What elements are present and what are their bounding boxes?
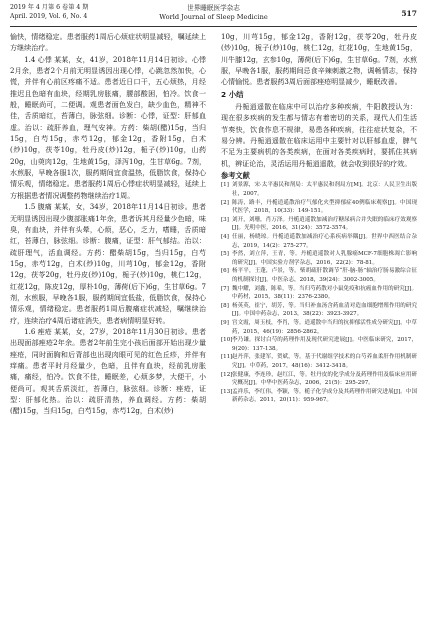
issue-info-en: April. 2019, Vol. 6, No. 4: [10, 12, 88, 20]
case-palpitation: 1.4 心悸 某某，女，41岁，2018年11月14日初诊。心悸2月余，患者2个月前无明显诱因出现心悸，心跳忽然加快，心慌，并伴有心前区疼痛不适。患者近日口干，五心烦热，月经推迟且色暗有血块，经期乳房胀痛，腰部酸困，怕冷。饮食一般，睡眠尚可，二便调。观患者面色发白，缺少血色，精神不佳，舌质暗红，苔薄白，脉弦细。诊断：心悸，证型：肝郁血虚。治以：疏肝养血，理气安神。方药：柴胡(醋)15g，当归15g，白芍15g，赤芍12g，郁金12g，香附15g，白术(炒)10g，茯苓10g，牡丹皮(炒)12g，栀子(炒)10g，山药20g，山萸肉12g，生地黄15g，泽泻10g，生甘草6g。7剂，水煎服，早晚各服1次，服药期间宜食温热，低脂饮食，保持心情乐观，情绪稳定。患者服药1周后心悸症状明显减轻，延续上方根据患者情况调整药物继续治疗1周。: [10, 54, 206, 200]
case-acne: 1.6 痤疮 某某，女，27岁，2018年11月30日初诊。患者出现面部痤疮2年余。患者2年前生完小孩后面部开始出现少量痤疮，同时面胸和后背部也出现肉眼可见的红色丘疹，并伴有痒痛。患者平时月经量少，色暗，且伴有血块，经前乳房胀痛，痛经，怕冷。饮食不佳，睡眠差，心烦多梦，大便干，小便尚可。观其舌质淡红，苔薄白，脉弦细。诊断：痤疮，证型：肝郁化热。治以：疏肝清热，养血调经。方药：柴胡(醋)15g，当归15g，白芍15g，赤芍12g，白术(炒): [10, 326, 206, 416]
right-column: [221, 31, 417, 405]
reference-text: 张健康，李连珍，赵红江，等。牡丹皮的化学成分及药理作用及临床应用研究概况[J]。中华中医药杂志，2006，21(5)：295-297。: [232, 371, 417, 387]
reference-number: [12]: [221, 371, 233, 378]
reference-text: 李然，刘立萍，王青，等。丹栀逍遥散对人乳腺癌MCF-7细胞株凋亡影响的研究[J]。中国实验方剂学杂志，2016，22(2)：78-81。: [232, 251, 417, 266]
reference-number: [7]: [221, 285, 229, 292]
summary-heading: 2 小结: [221, 89, 244, 99]
reference-item: [221, 371, 417, 388]
journal-title: [130, 4, 297, 21]
page-number: 517: [401, 9, 417, 18]
reference-number: [8]: [221, 302, 229, 309]
summary-paragraph: 丹栀逍遥散在临床中可以治疗多种疾病，牛阳教授认为：现在很多疾病的发生都与情志有着密切的关系，现代人们生活节奏快，饮食作息不规律，易患各种疾病，往往症状复杂，不易分辨。丹栀逍遥散在临床运用中主要针对以肝郁血虚，脾气不足为主要病机的各类疾病，在面对各类疾病时，要抓住其病机，辨证论治，灵活运用丹栀逍遥散，就会收到很好的疗效。: [221, 102, 417, 168]
reference-number: [11]: [221, 354, 233, 361]
reference-number: [2]: [221, 199, 229, 206]
reference-number: [9]: [221, 319, 229, 326]
journal-title-cn: 世界睡眠医学杂志: [187, 4, 240, 12]
reference-number: [1]: [221, 182, 229, 189]
case-acne-continuation: 10g，川芎15g，郁金12g，香附12g，茯苓20g，牡丹皮(炒)10g，栀子(炒)10g，桃仁12g，红花10g，生地黄15g，川牛膝12g，玄参10g，薄荷(后下)6g，生甘草6g。7剂，水煎服，早晚各1服，服药期间忌食辛辣刺激之物，调畅情志，保持心情愉悦。患者服药3周后面部痤疮明显减少，睡眠改善。: [221, 32, 417, 87]
reference-text: 宫文霞，周玉枝，李肖，等。逍遥散中当归的抗抑郁活性成分研究[J]。中草药，2015，46(19)：2856-2862。: [232, 319, 417, 335]
reference-item: [221, 388, 417, 405]
case-abdominal-pain: 1.5 腹痛 某某，女，34岁，2018年11月14日初诊。患者无明显诱因出现少腹部胀痛1年余，患者诉其月经量少色暗，味臭，有血块，并伴有头晕，心烦，恶心，乏力，嗜睡，舌质暗红，苔薄白，脉弦细。诊断：腹痛，证型：肝气郁结。治以：疏肝理气，活血调经。方药：醋柴胡15g，当归15g，白芍15g，赤芍12g，白术(炒)10g，川芎10g，郁金12g，香附12g，茯苓20g，牡丹皮(炒)10g，栀子(炒)10g，桃仁12g，红花12g，陈皮12g，厚朴10g，薄荷(后下)6g，生甘草6g。7剂，水煎服，早晚各1服，服药期间宜低盐，低脂饮食，保持心情乐观，情绪稳定。患者服药1周后腹痛症状减轻，嘱继续治疗，连续治疗4周后诸症消失，患者病情明显好转。: [10, 202, 206, 325]
reference-item: [221, 199, 417, 216]
reference-number: [10]: [221, 337, 233, 344]
reference-text: 魏中耀，刘鑫，陈希，等。当归芍药散对小鼠免疫和抗癌血作用的研究[J]。中药材，2015，38(11)：2376-2380。: [232, 285, 417, 301]
issue-info: [10, 4, 88, 21]
references-heading: 参考文献: [221, 171, 250, 181]
reference-text: 刘开，刘珊，肖万泽。丹栀逍遥散加减治疗糖尿病合并失眠的临床疗效观察[J]。光明中医，2016，31(24)：3572-3574。: [232, 216, 417, 232]
reference-text: 陈涛，路丰，丹栀逍遥散治疗气郁化火型抑郁症40例临床观察[J]。中国现代医学，2018，10(33)：149-151。: [232, 199, 417, 215]
reference-item: [221, 285, 417, 302]
reference-number: [5]: [221, 251, 229, 258]
reference-text: 李乃谦。探讨白芍的药理作用及现代研究进展[J]。中医临床研究，2017，9(20)：137-138。: [232, 337, 417, 352]
reference-item: [221, 267, 417, 284]
reference-text: 杨英英，崔宁，胡芳，等。当归补血汤含药血清对造血细胞增殖作用的研究[J]。中国中药杂志，2013，38(22)：3923-3927。: [232, 302, 417, 318]
reference-list: [221, 181, 417, 404]
case-continuation: 愉快，情绪稳定。患者服药1周后心烦症状明显减轻，嘱延续上方继续治疗。: [10, 32, 206, 53]
reference-item: [221, 336, 417, 353]
left-column: [10, 31, 206, 417]
reference-text: 孟祥乐，李红伟，李颖，等。栀子化学成分及其药理作用研究进展[J]。中国新药杂志，2011，20(11)：959-967。: [232, 388, 417, 404]
reference-item: [221, 181, 417, 198]
reference-text: 赵丹萍，张建军，贺斌，等。基于代谢组学技术的白芍养血柔肝作用机制研究[J]。中草药，2017，48(16)：3412-3418。: [232, 354, 417, 369]
reference-number: [6]: [221, 268, 229, 275]
reference-number: [4]: [221, 234, 229, 241]
journal-header: [10, 4, 417, 27]
reference-text: 刘景源，宋·太平惠民和剂局：太平惠民和剂局方[M]。北京：人民卫生出版社，2007。: [232, 182, 417, 198]
reference-item: [221, 216, 417, 233]
issue-info-cn: 2019 年 4 月第 6 卷第 4 期: [10, 4, 89, 11]
reference-text: 杨平平，王蓬，卢景，等。柴胡疏肝散调节“肝-脑-肠”轴治疗肠易激综合征的机制探讨[J]。中医杂志，2018，39(24)：3002-3005。: [232, 268, 417, 283]
reference-item: [221, 250, 417, 267]
reference-item: [221, 319, 417, 336]
reference-item: [221, 353, 417, 370]
reference-text: 任丽，杨晓琼。丹栀逍遥散加减治疗心系疾病举隅[J]。世界中西医结合杂志，2019，14(2)：275-277。: [232, 234, 417, 249]
reference-number: [3]: [221, 216, 229, 223]
journal-title-en: World Journal of Sleep Medicine: [159, 12, 268, 21]
reference-item: [221, 302, 417, 319]
reference-number: [13]: [221, 388, 233, 395]
reference-item: [221, 233, 417, 250]
